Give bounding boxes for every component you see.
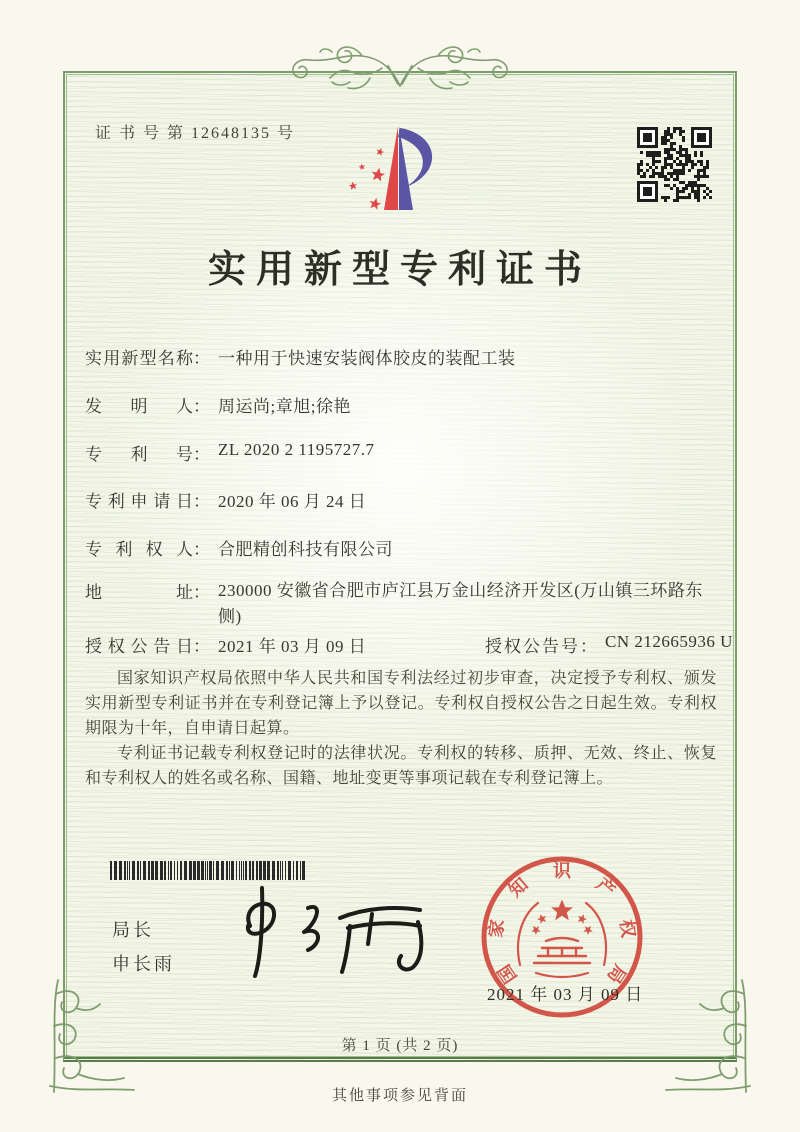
field-colon: ： [193,397,210,416]
field-value: CN 212665936 U [605,632,733,651]
certificate-number: 证 书 号 第 12648135 号 [95,125,296,142]
seal-gate [534,938,590,963]
field-row-inventor [85,392,351,417]
field-value: 合肥精创科技有限公司 [218,540,393,559]
svg-text:识: 识 [553,861,571,881]
field-colon: ： [193,349,210,368]
cnipa-logo-icon [340,120,462,218]
field-colon: ： [193,583,210,602]
field-row-grant-number [485,632,733,657]
svg-text:产: 产 [592,873,619,901]
field-value: 2020 年 06 月 24 日 [218,492,367,511]
field-row-filing-date [85,487,366,512]
field-value: 周运尚;章旭;徐艳 [218,397,351,416]
svg-text:国: 国 [494,960,521,988]
field-value: 2021 年 03 月 09 日 [218,637,367,656]
legal-text-block [85,666,717,791]
svg-text:局: 局 [603,960,630,988]
field-row-grant-date [85,632,366,657]
commissioner-title: 局长 [112,920,154,940]
back-side-note: 其他事项参见背面 [331,1088,468,1104]
page-indicator: 第 1 页 (共 2 页) [341,1038,459,1054]
svg-text:权: 权 [616,918,639,939]
field-row-patentee [85,535,393,560]
top-flourish-ornament [280,38,520,104]
field-label: 发明人 [85,397,193,416]
field-label: 授权公告日 [85,637,193,656]
field-row-address [85,578,725,630]
field-colon: ： [193,445,210,464]
field-value: 230000 安徽省合肥市庐江县万金山经济开发区(万山镇三环路东侧) [218,581,703,626]
field-value: ZL 2020 2 1195727.7 [218,440,375,459]
field-label: 地址 [85,583,193,602]
field-row-utility-model-name [85,344,516,369]
field-label: 实用新型名称 [85,349,193,368]
field-label: 授权公告号 [485,637,580,656]
barcode [110,861,308,880]
commissioner-signature [222,882,437,990]
svg-text:知: 知 [505,873,532,901]
field-colon: ： [193,637,210,656]
svg-text:家: 家 [485,918,508,939]
seal-national-emblem [529,900,595,937]
qr-code [636,126,714,204]
field-colon: ： [580,637,597,656]
commissioner-name: 申长雨 [112,954,175,974]
field-value: 一种用于快速安装阀体胶皮的装配工装 [218,349,516,368]
field-colon: ： [193,492,210,511]
field-label: 专利号 [85,445,193,464]
field-label: 专利申请日 [85,492,193,511]
certificate-title: 实用新型专利证书 [207,249,592,291]
field-colon: ： [193,540,210,559]
field-label: 专利权人 [85,540,193,559]
legal-paragraph-2: 专利证书记载专利权登记时的法律状况。专利权的转移、质押、无效、终止、恢复和专利权人的姓名或名称、国籍、地址变更等事项记载在专利登记簿上。 [85,745,717,787]
field-row-patent-number [85,440,375,465]
legal-paragraph-1: 国家知识产权局依照中华人民共和国专利法经过初步审查，决定授予专利权、颁发实用新型专利证书并在专利登记簿上予以登记。专利权自授权公告之日起生效。专利权期限为十年，自申请日起算。 [85,670,717,737]
seal-date: 2021 年 03 月 09 日 [487,985,644,1004]
